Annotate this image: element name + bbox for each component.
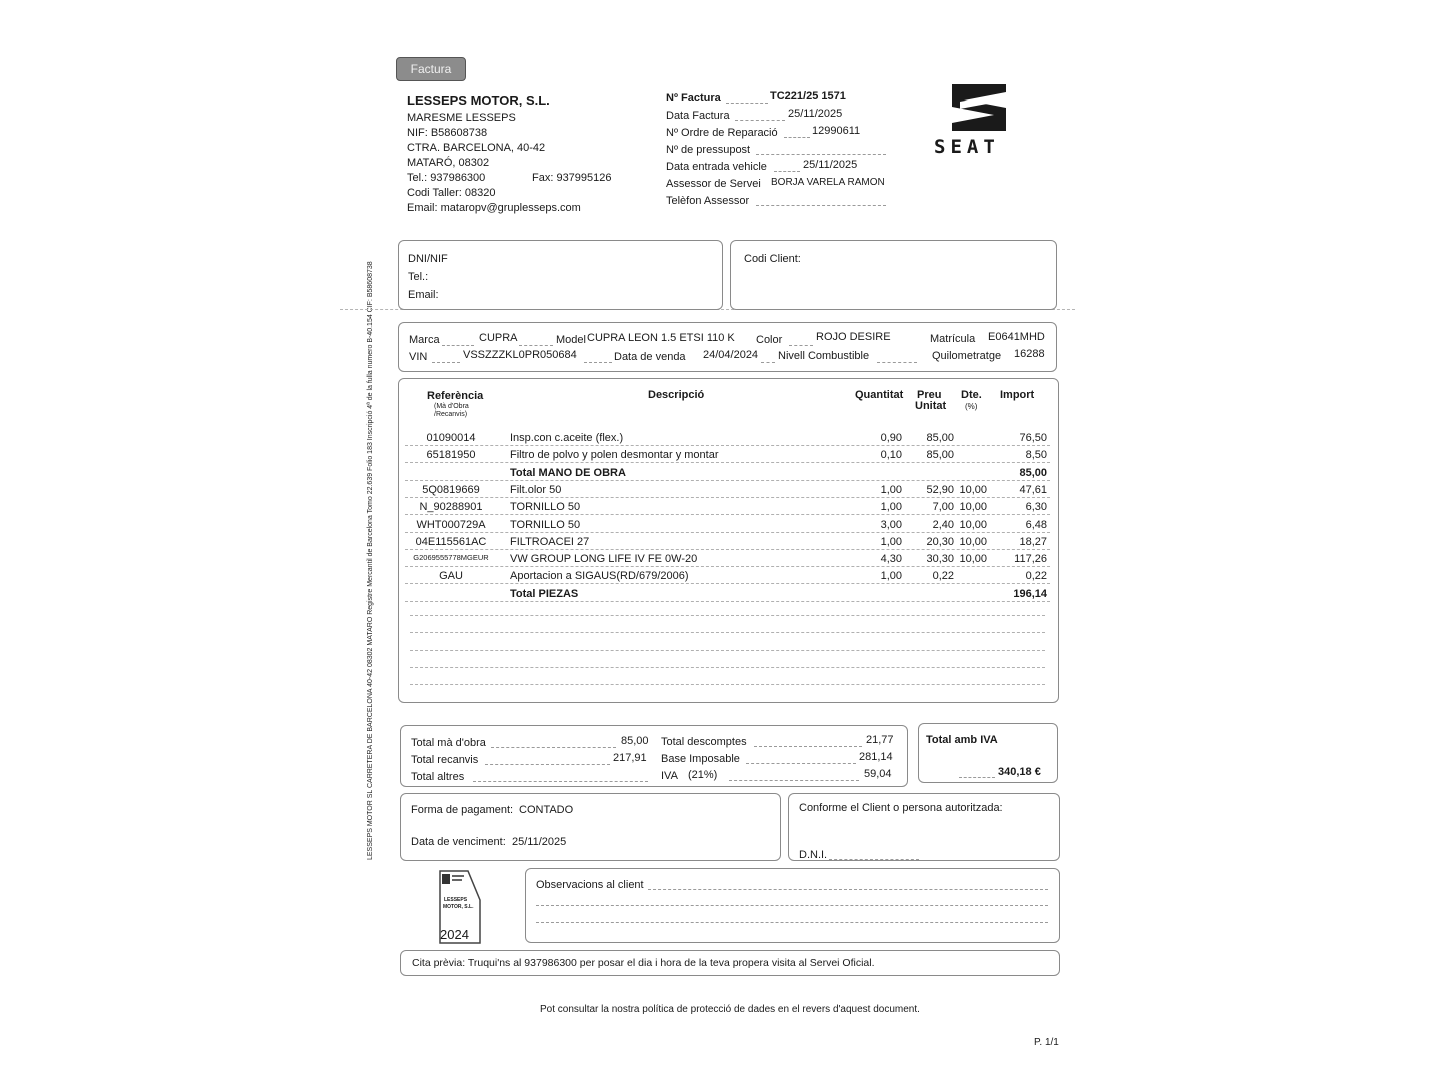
row-import: 0,22 [1025,570,1047,583]
company-address: CTRA. BARCELONA, 40-42 [407,142,546,154]
row-description: Total MANO DE OBRA [510,466,626,479]
invoice-date-value: 25/11/2025 [788,108,843,120]
signature-box [788,793,1060,861]
vehicle-plate-label: Matrícula [930,333,976,345]
row-quantity: 3,00 [880,518,902,531]
signature-label: Conforme el Client o persona autoritzada: [799,802,1003,814]
row-description: Total PIEZAS [510,587,579,600]
vat-rate: (21%) [688,769,718,781]
invoice-number-value: TC221/25 1571 [770,90,846,102]
discounts-total-value: 21,77 [866,734,894,746]
due-date-value: 25/11/2025 [512,836,567,848]
row-import: 18,27 [1019,535,1047,548]
empty-row-line [410,667,1045,668]
row-quantity: 4,30 [880,553,902,566]
budget-number-label: Nº de pressupost [666,144,751,156]
row-underline [405,514,1050,515]
seat-brand-logo [920,80,1040,165]
vehicle-entry-label: Data entrada vehicle [666,161,767,173]
grand-total-value: 340,18 € [998,766,1041,778]
empty-row-line [410,684,1045,685]
award-logo-year: 2024 [440,927,469,942]
row-unit-price: 20,30 [926,535,954,548]
fuel-level-label: Nivell Combustible [778,350,870,362]
page-number: P. 1/1 [1034,1037,1059,1048]
header-description: Descripció [648,389,705,401]
company-workshop-code: Codi Taller: 08320 [407,187,496,199]
row-unit-price: 2,40 [932,518,954,531]
award-logo-line2: MOTOR, S.L. [443,904,474,910]
taxable-base-value: 281,14 [859,751,893,763]
header-reference: Referència [427,390,484,402]
advisor-phone-label: Telèfon Assessor [666,195,750,207]
award-logo-line1: LESSEPS [444,897,468,903]
row-import: 6,48 [1025,518,1047,531]
vehicle-color-label: Color [756,334,783,346]
row-reference: 5Q0819669 [422,483,480,496]
empty-row-line [410,632,1045,633]
row-quantity: 1,00 [880,535,902,548]
row-discount: 10,00 [959,518,987,531]
observations-label: Observacions al client [536,879,644,891]
row-underline [405,601,1050,602]
header-unit-price-line2: Unitat [915,400,947,412]
row-reference: 65181950 [426,449,476,462]
registry-vertical-text: LESSEPS MOTOR SL CARRETERA DE BARCELONA 40-42 08302 MATARO Registre Mercantil de Barcelona Tomo 22.639 Folio 183 Inscripció 4ª de la fulla numero B-40.154 CIF: B58608738 [367,261,374,860]
row-import: 6,30 [1025,501,1047,514]
taxable-base-label: Base Imposable [661,753,740,765]
row-underline [405,549,1050,550]
row-unit-price: 85,00 [926,449,954,462]
labor-total-value: 85,00 [621,735,649,747]
row-import: 85,00 [1019,466,1047,479]
payment-box [400,793,781,861]
row-underline [405,480,1050,481]
row-reference: WHT000729A [416,518,486,531]
table-row [405,519,1050,536]
vehicle-sale-date-value: 24/04/2024 [703,349,759,361]
privacy-notice: Pot consultar la nostra política de protecció de dades en el revers d'aquest document. [540,1004,920,1015]
company-city: MATARÓ, 08302 [407,157,490,169]
row-description: Filtro de polvo y polen desmontar y montar [510,449,719,462]
row-underline [405,532,1050,533]
row-import: 117,26 [1014,553,1047,566]
vehicle-plate-value: E0641MHD [988,331,1045,343]
vehicle-brand-value: CUPRA [479,332,518,344]
row-description: VW GROUP LONG LIFE IV FE 0W-20 [510,553,698,566]
service-advisor-label: Assessor de Servei [666,178,761,190]
repair-order-value: 12990611 [812,125,861,137]
header-discount: Dte. [961,389,982,401]
repair-order-label: Nº Ordre de Reparació [666,127,778,139]
row-underline [405,497,1050,498]
grand-total-box [918,723,1058,783]
row-quantity: 0,90 [880,432,902,444]
header-discount-sub: (%) [965,402,978,411]
mileage-value: 16288 [1014,348,1045,360]
row-quantity: 1,00 [880,501,902,514]
row-underline [405,462,1050,463]
empty-row-line [410,650,1045,651]
row-reference: 04E115561AC [415,535,487,548]
parts-total-value: 217,91 [613,752,647,764]
row-quantity: 1,00 [880,570,902,583]
row-description: Filt.olor 50 [510,483,562,496]
row-quantity: 1,00 [880,483,902,496]
other-total-label: Total altres [411,771,465,783]
due-date-label: Data de venciment: [411,836,506,848]
table-row [405,501,1050,518]
row-description: FILTROACEI 27 [510,535,590,548]
company-tel: Tel.: 937986300 [407,172,486,184]
row-discount: 10,00 [959,501,987,514]
vehicle-brand-label: Marca [409,334,440,346]
client-code-box [730,240,1057,310]
parts-total-label: Total recanvis [411,754,479,766]
row-unit-price: 30,30 [926,553,954,566]
row-unit-price: 7,00 [932,501,954,514]
row-import: 8,50 [1025,449,1047,462]
company-email: Email: mataropv@gruplesseps.com [407,202,581,214]
row-underline [405,445,1050,446]
table-row [405,553,1050,570]
table-row [405,432,1050,449]
discounts-total-label: Total descomptes [661,736,747,748]
header-quantity: Quantitat [855,389,904,401]
vehicle-model-label: Model [556,334,586,346]
vehicle-vin-label: VIN [409,351,428,363]
row-reference: 01090014 [426,432,476,444]
vehicle-sale-date-label: Data de venda [614,351,686,363]
seat-wordmark: SEAT [934,136,1000,158]
grand-total-label: Total amb IVA [926,734,998,746]
table-row [405,467,1050,484]
award-2024-logo [438,870,482,944]
labor-total-label: Total mà d'obra [411,737,486,749]
row-underline [405,566,1050,567]
client-phone-label: Tel.: [408,271,429,283]
row-reference: GAU [439,570,463,583]
row-unit-price: 85,00 [926,432,954,444]
header-reference-sub2: /Recanvis) [434,411,468,418]
dni-label: DNI/NIF [408,253,448,265]
company-name: LESSEPS MOTOR, S.L. [407,93,550,108]
appointment-box [400,950,1060,976]
header-import: Import [1000,389,1035,401]
vehicle-vin-value: VSSZZZKL0PR050684 [463,349,577,361]
vat-label: IVA [661,770,678,782]
row-discount: 10,00 [959,535,987,548]
vehicle-entry-value: 25/11/2025 [803,159,858,171]
row-import: 47,61 [1019,483,1047,496]
row-import: 196,14 [1013,587,1047,600]
row-discount: 10,00 [959,483,987,496]
row-description: TORNILLO 50 [510,501,581,514]
client-id-box [398,240,723,310]
table-row [405,449,1050,466]
payment-method-value: CONTADO [519,804,574,816]
vat-value: 59,04 [864,768,892,780]
totals-box [400,725,908,787]
row-description: Insp.con c.aceite (flex.) [510,432,624,444]
table-row [405,570,1050,587]
row-reference: G2069555778MGEUR [413,553,489,563]
invoice-number-label: Nº Factura [666,92,721,104]
row-reference: N_90288901 [419,501,483,514]
header-unit-price-line1: Preu [917,389,942,401]
company-fax: Fax: 937995126 [532,172,612,184]
table-row [405,588,1050,605]
observations-box [525,868,1060,943]
client-code-label: Codi Client: [744,253,801,265]
table-row [405,536,1050,553]
vehicle-color-value: ROJO DESIRE [816,331,891,343]
row-unit-price: 0,22 [932,570,954,583]
table-row [405,484,1050,501]
company-nif: NIF: B58608738 [407,127,488,139]
appointment-text: Cita prèvia: Truqui'ns al 937986300 per posar el dia i hora de la teva propera visita al Servei Oficial. [412,957,875,969]
vehicle-box [398,322,1057,372]
row-underline [405,583,1050,584]
service-advisor-value: BORJA VARELA RAMON [771,177,885,188]
mileage-label: Quilometratge [932,350,1002,362]
client-email-label: Email: [408,289,439,301]
document-type-badge: Factura [396,57,466,81]
vehicle-model-value: CUPRA LEON 1.5 ETSI 110 K [587,332,735,344]
invoice-date-label: Data Factura [666,110,730,122]
company-line1: MARESME LESSEPS [407,112,516,124]
row-discount: 10,00 [959,553,987,566]
signature-dni-label: D.N.I. [799,849,828,861]
row-unit-price: 52,90 [926,483,954,496]
row-description: Aportacion a SIGAUS(RD/679/2006) [510,570,689,583]
empty-row-line [410,615,1045,616]
row-import: 76,50 [1019,432,1047,444]
row-quantity: 0,10 [880,449,902,462]
row-description: TORNILLO 50 [510,518,581,531]
payment-method-label: Forma de pagament: [411,804,514,816]
header-reference-sub1: (Mà d'Obra [434,403,469,410]
